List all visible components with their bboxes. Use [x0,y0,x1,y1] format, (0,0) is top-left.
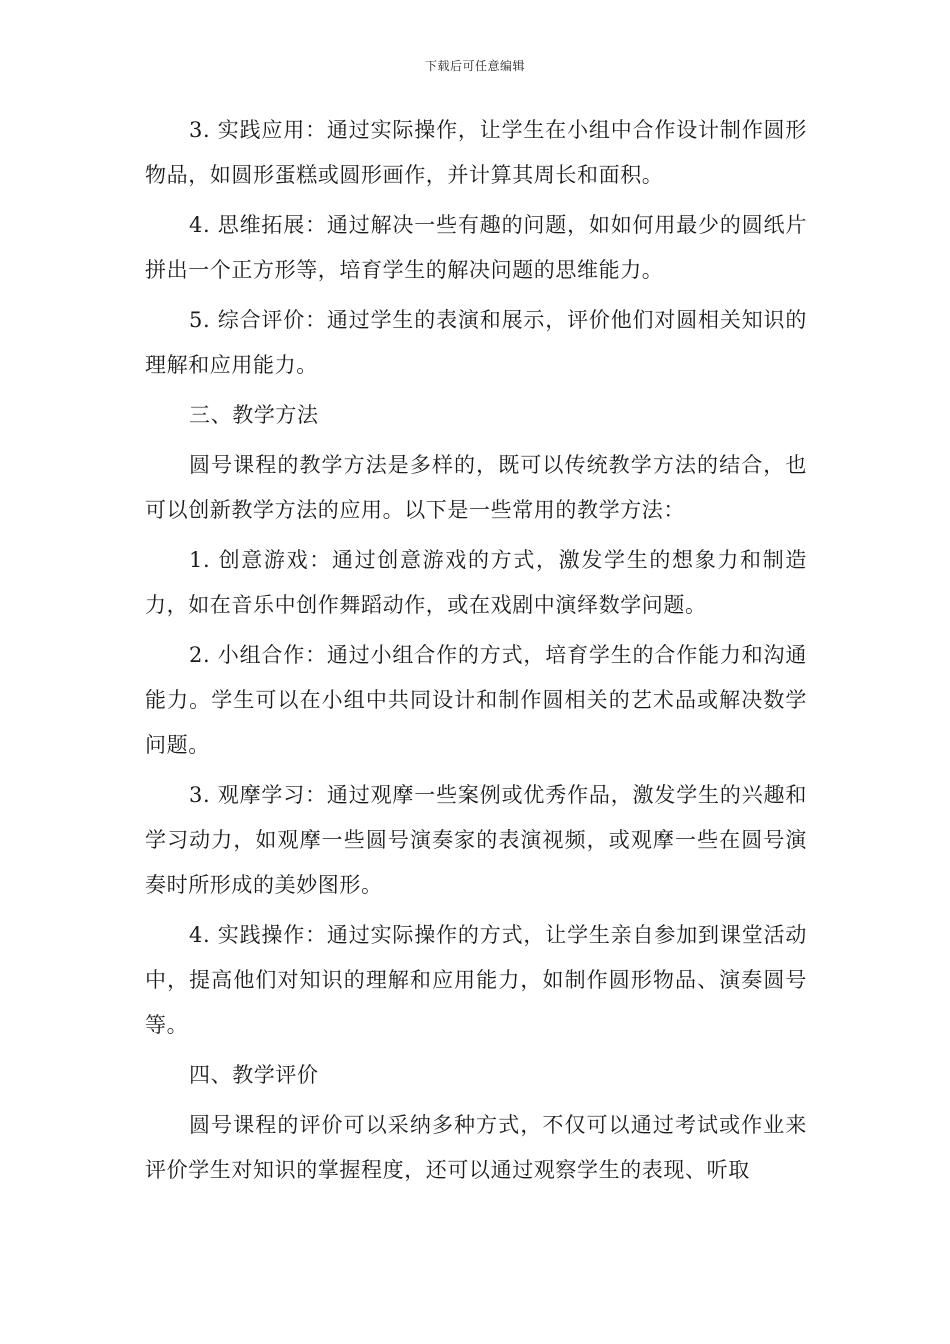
paragraph-evaluation-intro: 圆号课程的评价可以采纳多种方式，不仅可以通过考试或作业来评价学生对知识的掌握程度，还可以通过观察学生的表现、听取 [145,1113,807,1182]
document-body [145,108,807,1198]
paragraph-practical-operation: 4. 实践操作：通过实际操作的方式，让学生亲自参加到课堂活动中，提高他们对知识的理解和应用能力，如制作圆形物品、演奏圆号等。 [145,923,807,1037]
section-heading-teaching-methods: 三、教学方法 [189,403,319,427]
paragraph-observation-learning: 3. 观摩学习：通过观摩一些案例或优秀作品，激发学生的兴趣和学习动力，如观摩一些圆号演奏家的表演视频，或观摩一些在圆号演奏时所形成的美妙图形。 [145,783,807,897]
paragraph-comprehensive-evaluation: 5. 综合评价：通过学生的表演和展示，评价他们对圆相关知识的理解和应用能力。 [145,308,807,377]
paragraph-methods-intro: 圆号课程的教学方法是多样的，既可以传统教学方法的结合，也可以创新教学方法的应用。以下是一些常用的教学方法： [145,453,807,522]
page-header: 下载后可任意编辑 [424,59,525,73]
paragraph-group-cooperation: 2. 小组合作：通过小组合作的方式，培育学生的合作能力和沟通能力。学生可以在小组中共同设计和制作圆相关的艺术品或解决数学问题。 [145,643,807,757]
paragraph-creative-games: 1. 创意游戏：通过创意游戏的方式，激发学生的想象力和制造力，如在音乐中创作舞蹈动作，或在戏剧中演绎数学问题。 [145,548,807,617]
paragraph-practice-application: 3. 实践应用：通过实际操作，让学生在小组中合作设计制作圆形物品，如圆形蛋糕或圆形画作，并计算其周长和面积。 [145,118,807,187]
section-heading-teaching-evaluation: 四、教学评价 [189,1063,319,1087]
paragraph-thinking-expansion: 4. 思维拓展：通过解决一些有趣的问题，如如何用最少的圆纸片拼出一个正方形等，培育学生的解决问题的思维能力。 [145,213,807,282]
